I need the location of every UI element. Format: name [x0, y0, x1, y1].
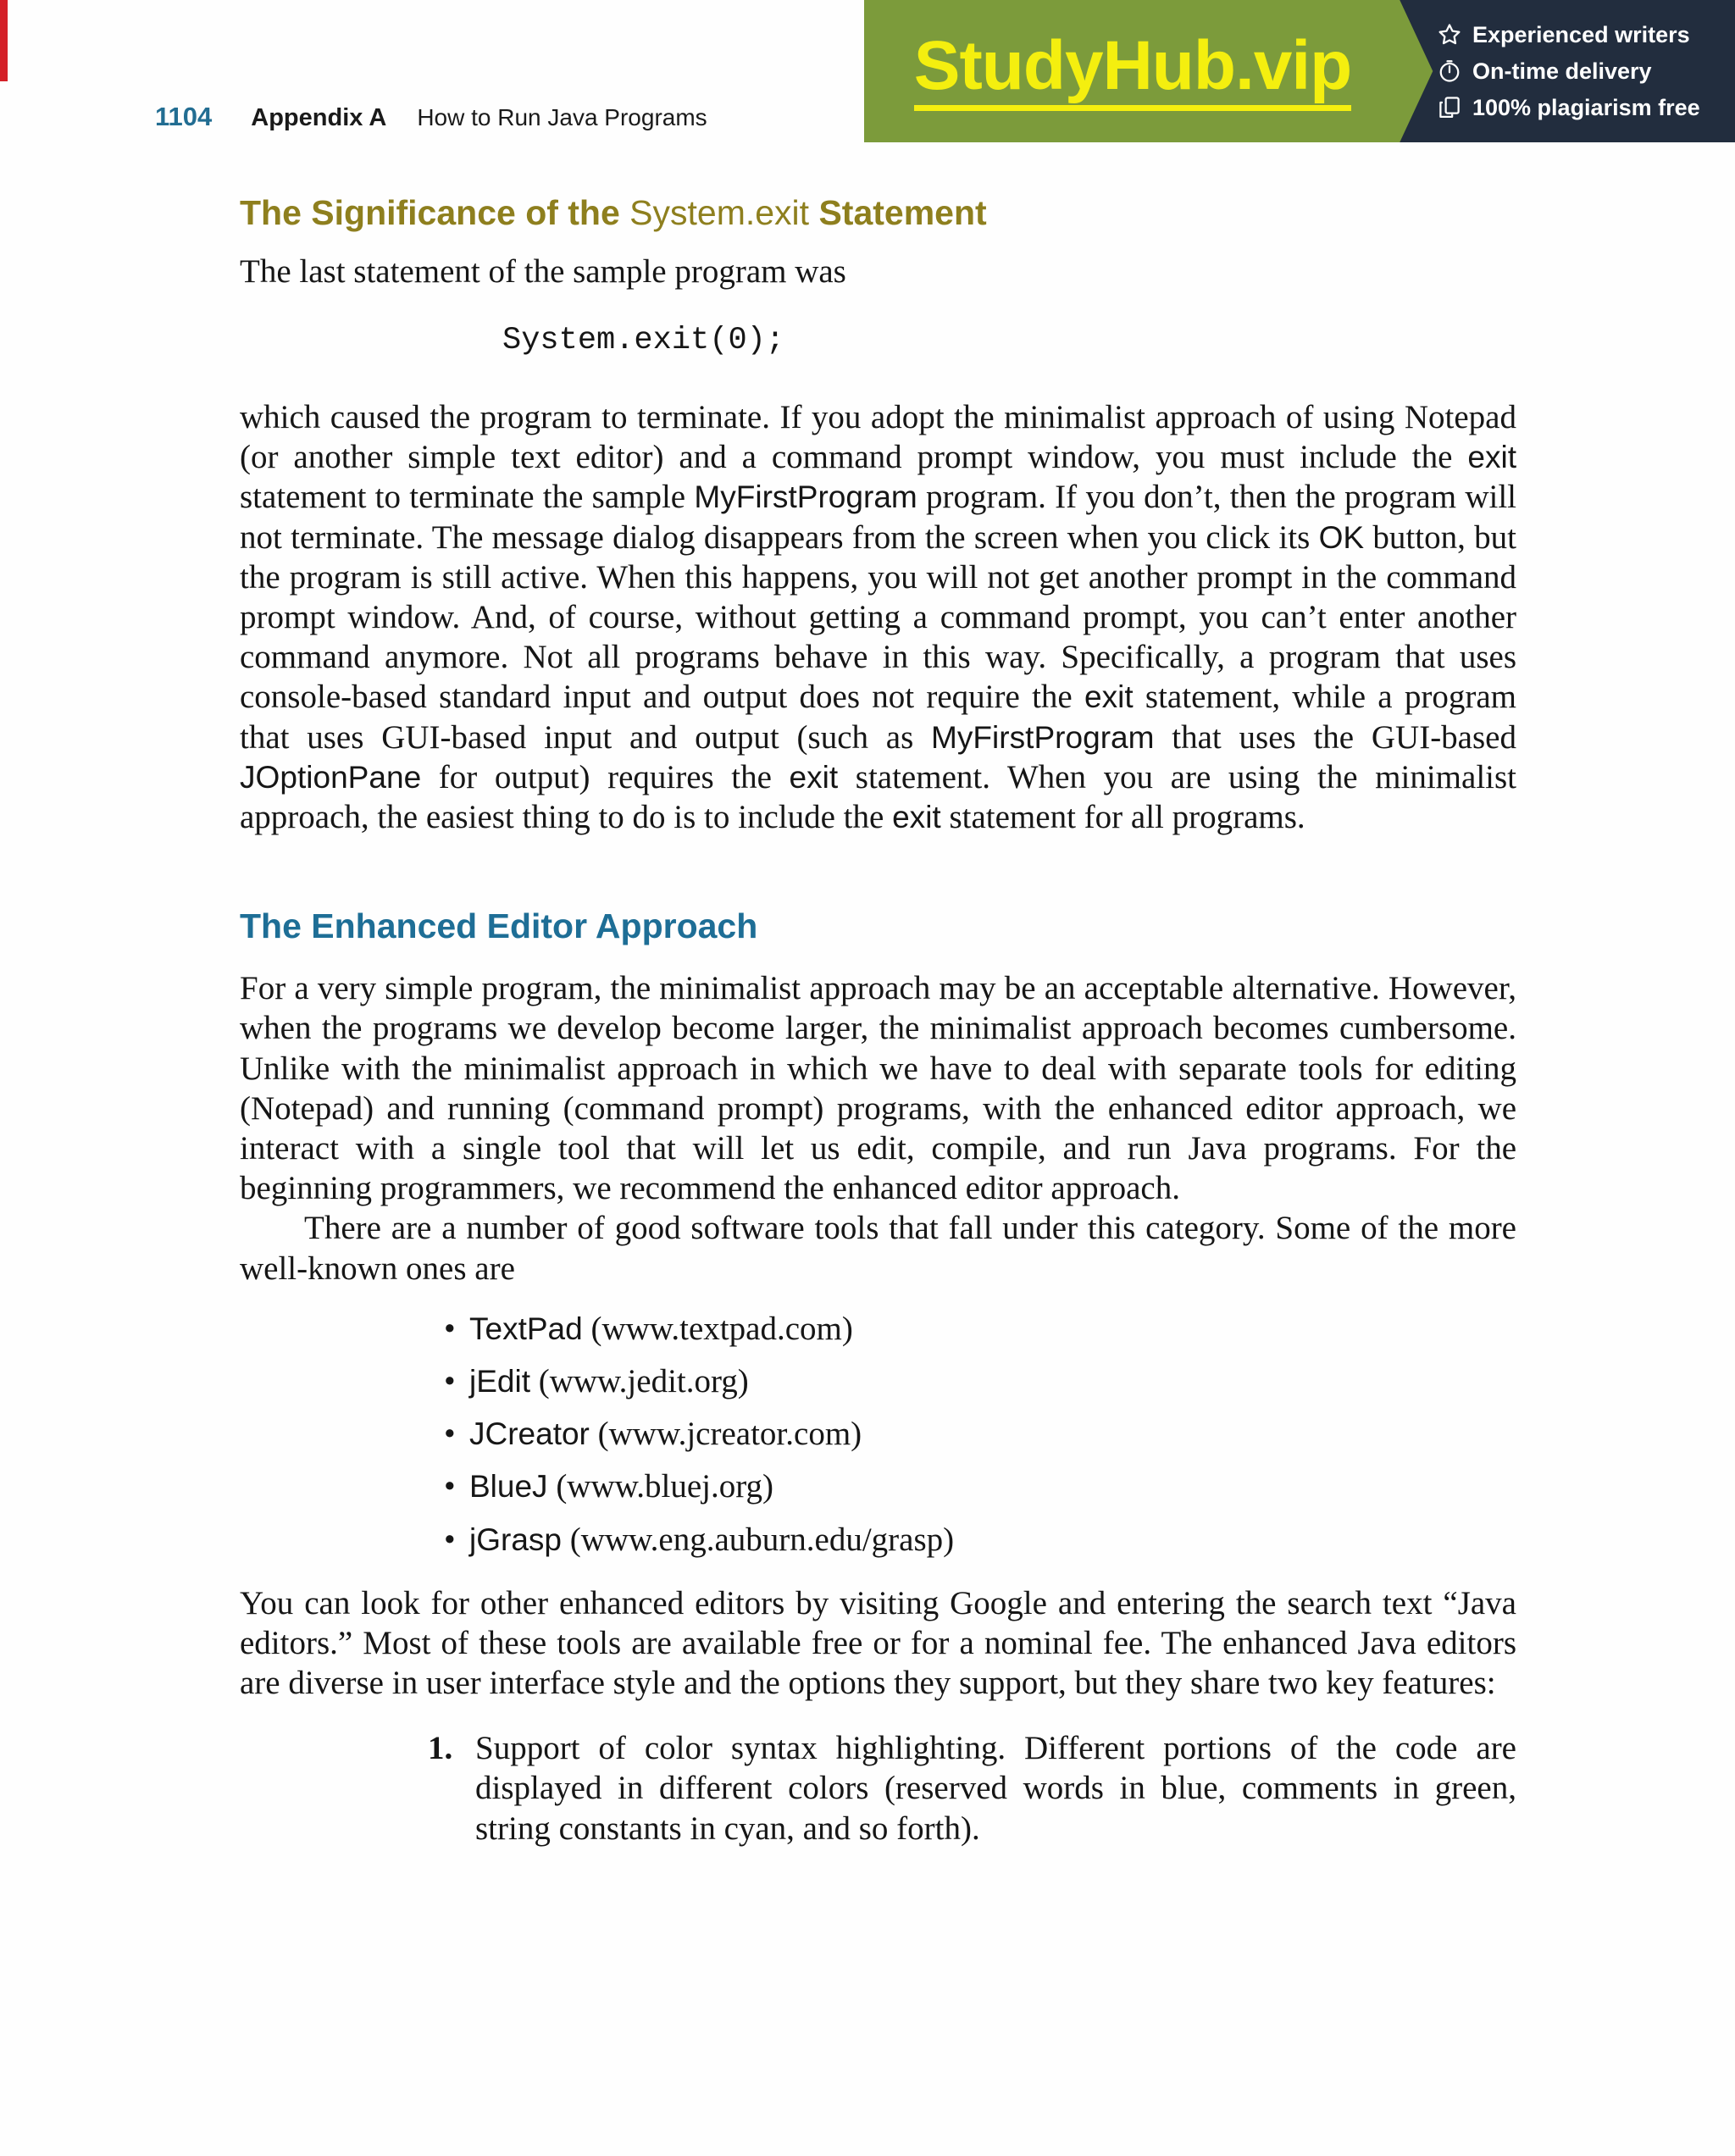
code-snippet: System.exit(0); [502, 323, 785, 359]
tool-url: (www.eng.auburn.edu/grasp) [569, 1521, 955, 1558]
paragraph-enhanced-editor: For a very simple program, the minimalist approach may be an acceptable alternative. However, when the programs we develop become larger, the minimalist approach becomes cumbersome. Unlike with the minimalist approach in which we have to deal with separate tools for editing (Notepad) and running (command prompt) programs, with the enhanced editor approach, we interact with a single tool that will let us edit, compile, and run Java programs. For the beginning programmers, we recommend the enhanced editor approach. [240, 970, 1516, 1207]
tool-url: (www.textpad.com) [590, 1310, 853, 1347]
tool-url: (www.jedit.org) [538, 1362, 749, 1399]
page-edge-artifact [0, 0, 8, 81]
features-list [240, 1728, 1516, 1848]
badge-label: On-time delivery [1472, 58, 1652, 84]
badge-label: 100% plagiarism free [1472, 94, 1700, 120]
page-number: 1104 [155, 102, 213, 131]
chapter-title: How to Run Java Programs [417, 104, 707, 130]
bullet-icon: • [444, 1416, 456, 1453]
section-heading-enhanced-editor: The Enhanced Editor Approach [240, 906, 758, 946]
tool-name: JCreator [469, 1416, 590, 1452]
paragraph-tools-intro: There are a number of good software tools that fall under this category. Some of the more well-known ones are [240, 1210, 1516, 1287]
star-icon [1437, 22, 1462, 47]
text-column [240, 193, 1516, 1848]
bullet-icon: • [444, 1310, 456, 1347]
tool-url: (www.bluej.org) [556, 1468, 774, 1505]
tool-name: jEdit [469, 1363, 530, 1399]
brand-link-wrap [864, 0, 1401, 142]
section-heading-system-exit [240, 193, 1516, 233]
bullet-icon: • [444, 1362, 456, 1399]
tools-list [240, 1309, 1516, 1560]
list-item [444, 1414, 1516, 1454]
heading-prefix: The Significance of the [240, 193, 630, 232]
paragraph-search-tip: You can look for other enhanced editors by visiting Google and entering the search text “Java editors.” Most of these tools are available free or for a nominal fee. The enhanced Java editors are diverse in user interface style and the options they support, but they share two key features: [240, 1584, 1516, 1702]
list-item [444, 1361, 1516, 1401]
badge-on-time-delivery [1437, 58, 1700, 85]
paragraph-exit-explanation: which caused the program to terminate. If you adopt the minimalist approach of using Notepad (or another simple text editor) and a command prompt window, you must include the exit statement to terminate the sample MyFirstProgram program. If you don’t, then the program will not terminate. The message dialog disappears from the screen when you click its OK button, but the program is still active. When this happens, you will not get another prompt in the command prompt window. And, of course, without getting a command prompt, you can’t enter another command anymore. Not all programs behave in this way. Specifically, a program that uses console-based standard input and output does not require the exit statement, while a program that uses GUI-based input and output (such as MyFirstProgram that uses the GUI-based JOptionPane for output) requires the exit statement. When you are using the minimalist approach, the easiest thing to do is to include the exit statement for all programs. [240, 399, 1517, 835]
running-head [155, 102, 707, 132]
list-item [428, 1728, 1516, 1848]
banner-badges [1437, 0, 1700, 142]
heading-code-term: System.exit [629, 193, 810, 232]
studyhub-banner[interactable] [864, 0, 1735, 142]
badge-label: Experienced writers [1472, 21, 1690, 47]
badge-plagiarism-free [1437, 95, 1700, 121]
clock-icon [1437, 58, 1462, 84]
brand-link[interactable]: StudyHub.vip [914, 31, 1351, 111]
tool-url: (www.jcreator.com) [597, 1416, 862, 1453]
heading-suffix: Statement [809, 193, 987, 232]
intro-line: The last statement of the sample program was [240, 253, 846, 291]
copy-icon [1437, 95, 1462, 120]
list-item [444, 1309, 1516, 1349]
feature-text: Support of color syntax highlighting. Different portions of the code are displayed in different colors (reserved words in blue, comments in green, string constants in cyan, and so forth). [475, 1730, 1516, 1847]
tool-name: TextPad [469, 1311, 583, 1346]
list-item [444, 1466, 1516, 1506]
appendix-label: Appendix A [251, 104, 387, 131]
feature-number: 1. [428, 1730, 453, 1767]
tool-name: BlueJ [469, 1469, 548, 1505]
bullet-icon: • [444, 1521, 456, 1558]
tool-name: jGrasp [469, 1521, 562, 1557]
bullet-icon: • [444, 1468, 456, 1505]
badge-experienced-writers [1437, 22, 1700, 48]
list-item [444, 1520, 1516, 1560]
